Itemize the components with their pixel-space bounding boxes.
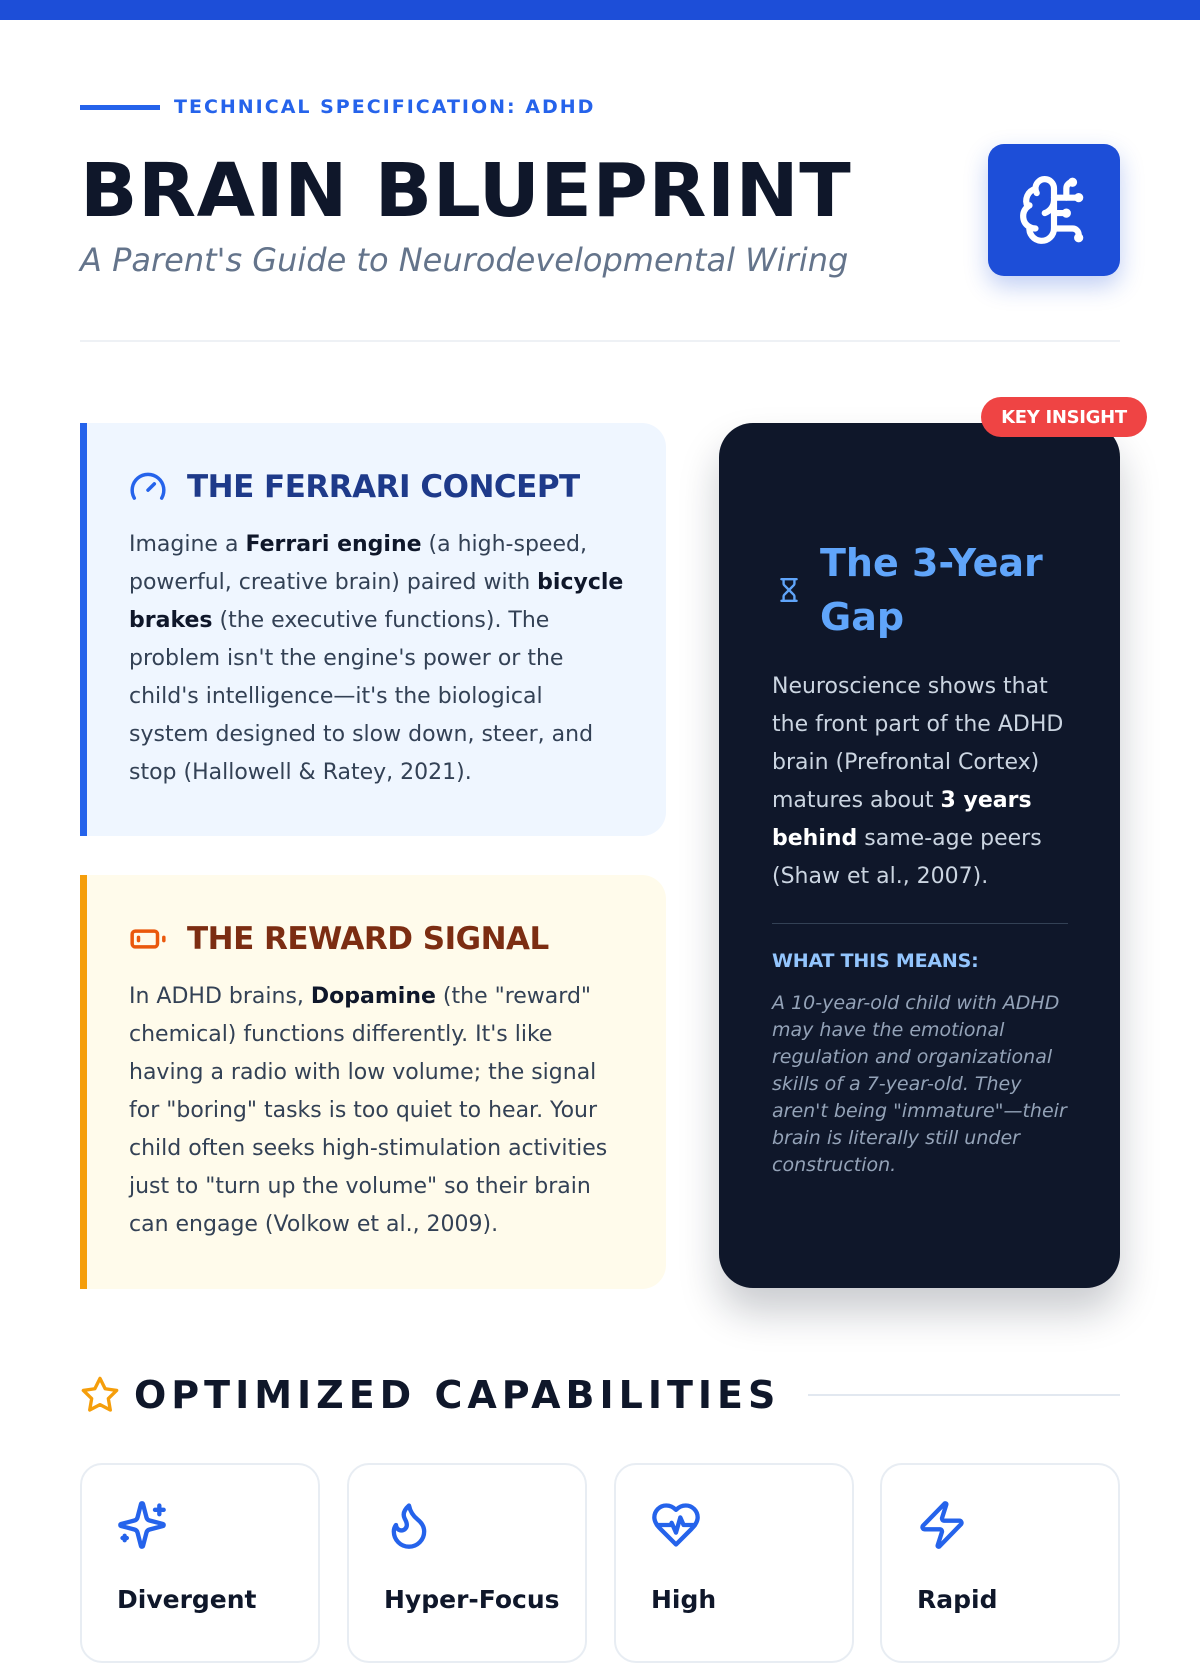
capability-card: [880, 1463, 1120, 1663]
capabilities-title: OPTIMIZED CAPABILITIES: [134, 1373, 781, 1417]
capability-card: [347, 1463, 587, 1663]
page-subtitle: A Parent's Guide to Neurodevelopmental Wiring: [80, 241, 849, 279]
page-header: [80, 96, 1120, 296]
top-accent-bar: [0, 0, 1200, 20]
eyebrow: [80, 96, 1120, 118]
heart-pulse-icon: [650, 1499, 702, 1551]
gauge-icon: [129, 468, 167, 506]
capability-label: Divergent: [117, 1585, 257, 1614]
lightning-icon: [916, 1499, 968, 1551]
key-insight-badge: KEY INSIGHT: [981, 397, 1147, 437]
means-text: A 10-year-old child with ADHD may have the emotional regulation and organizational skills of a 7-year-old. They aren't being "immature"—their brain is literally still under construction.: [772, 992, 1067, 1176]
eyebrow-line: [80, 105, 160, 110]
hourglass-icon: [776, 575, 802, 605]
reward-body: In ADHD brains, Dopamine (the "reward" chemical) functions differently. It's like having a radio with low volume; the signal for "boring" tasks is too quiet to hear. Your child often seeks high-stimulation activities just to "turn up the volume" so their brain can engage (Volkow et al., 2009).: [129, 984, 608, 1237]
flame-icon: [383, 1499, 435, 1551]
reward-card: [80, 875, 666, 1289]
gap-card: [719, 423, 1120, 1288]
gap-divider: [772, 923, 1068, 924]
capabilities-header: [80, 1373, 1120, 1417]
brain-circuit-icon: [1017, 173, 1091, 247]
star-icon: [80, 1375, 120, 1415]
gap-body: Neuroscience shows that the front part of the ADHD brain (Prefrontal Cortex) matures about 3 years behind same-age peers (Shaw et al., 2007).: [772, 674, 1064, 889]
gap-card-header: [776, 536, 1080, 644]
means-label: WHAT THIS MEANS:: [772, 950, 979, 972]
gap-title: The 3-Year Gap: [820, 541, 1043, 639]
eyebrow-text: TECHNICAL SPECIFICATION: ADHD: [174, 96, 596, 118]
capability-label: High: [651, 1585, 717, 1614]
ferrari-card: [80, 423, 666, 836]
capability-label: Rapid: [917, 1585, 998, 1614]
ferrari-body: Imagine a Ferrari engine (a high-speed, powerful, creative brain) paired with bicycle brakes (the executive functions). The problem isn't the engine's power or the child's intelligence—it's the biological system designed to slow down, steer, and stop (Hallowell & Ratey, 2021).: [129, 532, 624, 785]
ferrari-title: THE FERRARI CONCEPT: [187, 469, 580, 505]
battery-low-icon: [129, 920, 167, 958]
reward-card-header: [129, 920, 549, 958]
capability-card: [80, 1463, 320, 1663]
reward-title: THE REWARD SIGNAL: [187, 921, 549, 957]
capability-label: Hyper-Focus: [384, 1585, 560, 1614]
page-title: BRAIN BLUEPRINT: [80, 148, 852, 234]
capability-card: [614, 1463, 854, 1663]
brain-tile: [988, 144, 1120, 276]
header-divider: [80, 340, 1120, 342]
sparkles-icon: [116, 1499, 168, 1551]
capabilities-line: [808, 1394, 1120, 1396]
ferrari-card-header: [129, 468, 580, 506]
